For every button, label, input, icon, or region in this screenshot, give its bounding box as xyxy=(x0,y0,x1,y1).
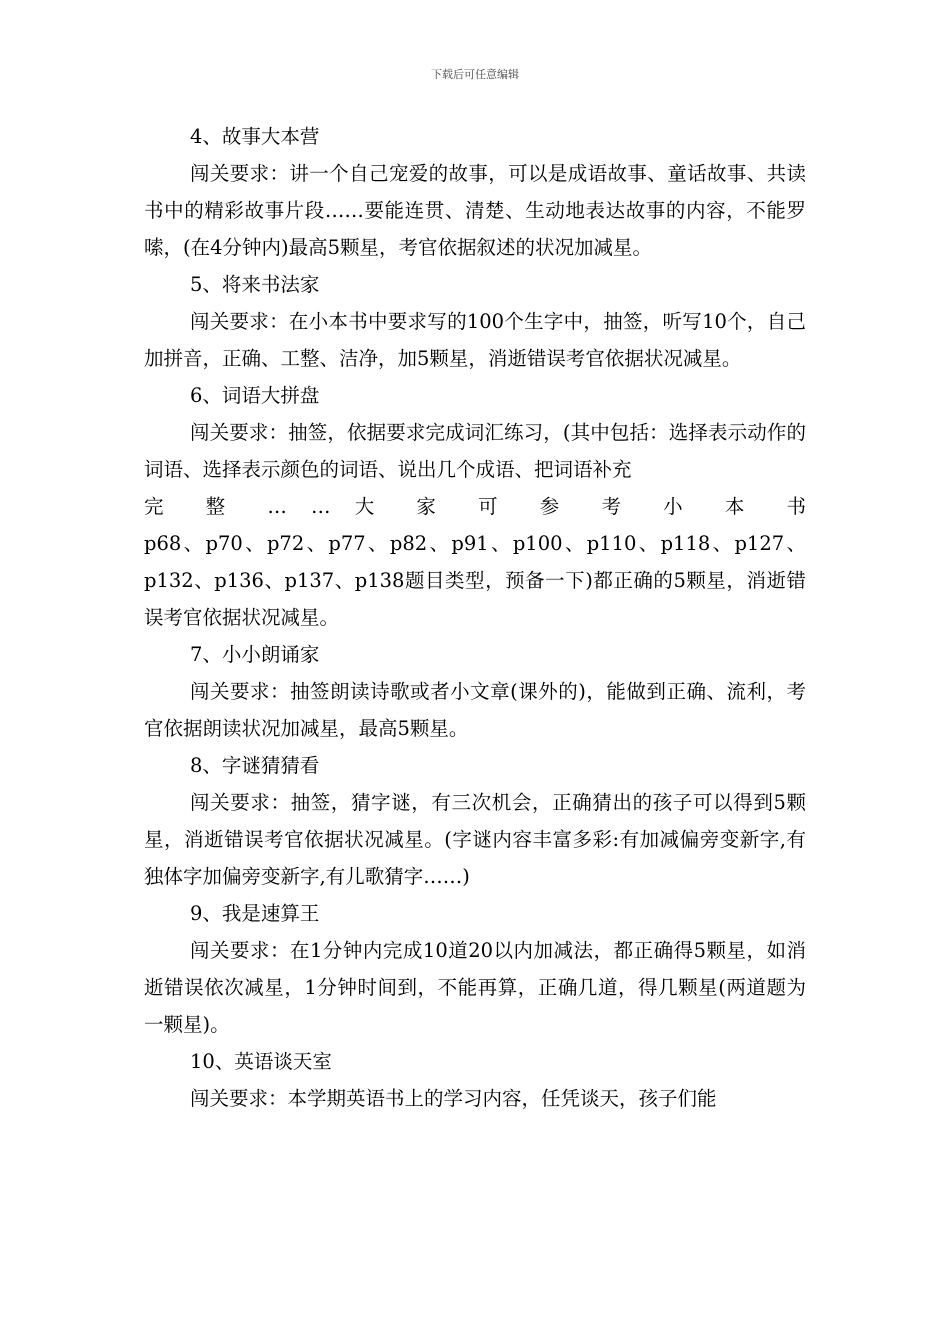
section-requirement-5: 闯关要求：在小本书中要求写的100个生字中，抽签，听写10个，自己加拼音，正确、工整、洁净，加5颗星，消逝错误考官依据状况减星。 xyxy=(144,310,806,370)
section-requirement-8: 闯关要求：抽签，猜字谜，有三次机会，正确猜出的孩子可以得到5颗星，消逝错误考官依据状况减星。(字谜内容丰富多彩:有加减偏旁变新字,有独体字加偏旁变新字,有儿歌猜字……) xyxy=(144,791,806,888)
section-title-5: 5、将来书法家 xyxy=(190,273,320,296)
section-title-10: 10、英语谈天室 xyxy=(190,1050,332,1073)
section-title-9: 9、我是速算王 xyxy=(190,902,320,925)
section-requirement-9: 闯关要求：在1分钟内完成10道20以内加减法，都正确得5颗星，如消逝错误依次减星，1分钟时间到，不能再算，正确几道，得几颗星(两道题为一颗星)。 xyxy=(144,939,806,1036)
section-requirement-6-part3: p68、p70、p72、p77、p82、p91、p100、p110、p118、p127、p132、p136、p137、p138题目类型，预备一下)都正确的5颗星，消逝错误考官依据状况减星。 xyxy=(144,532,806,629)
section-requirement-6-part1: 闯关要求：抽签，依据要求完成词汇练习，(其中包括：选择表示动作的词语、选择表示颜色的词语、说出几个成语、把词语补充 xyxy=(144,421,806,481)
section-requirement-7: 闯关要求：抽签朗读诗歌或者小文章(课外的)，能做到正确、流利，考官依据朗读状况加减星，最高5颗星。 xyxy=(144,680,806,740)
section-title-4: 4、故事大本营 xyxy=(190,125,320,148)
section-title-7: 7、小小朗诵家 xyxy=(190,643,320,666)
section-requirement-6 xyxy=(144,414,806,636)
section-requirement-6-part2: 完 整 … … 大 家 可 参 考 小 本 书 xyxy=(144,495,806,518)
section-title-8: 8、字谜猜猜看 xyxy=(190,754,320,777)
section-requirement-4: 闯关要求：讲一个自己宠爱的故事，可以是成语故事、童话故事、共读书中的精彩故事片段……要能连贯、清楚、生动地表达故事的内容，不能罗嗦，(在4分钟内)最高5颗星，考官依据叙述的状况加减星。 xyxy=(144,162,806,259)
document-body xyxy=(144,118,806,1117)
section-title-6: 6、词语大拼盘 xyxy=(190,384,320,407)
section-requirement-10: 闯关要求：本学期英语书上的学习内容，任凭谈天，孩子们能 xyxy=(190,1087,717,1110)
page-header: 下载后可任意编辑 xyxy=(431,68,519,81)
